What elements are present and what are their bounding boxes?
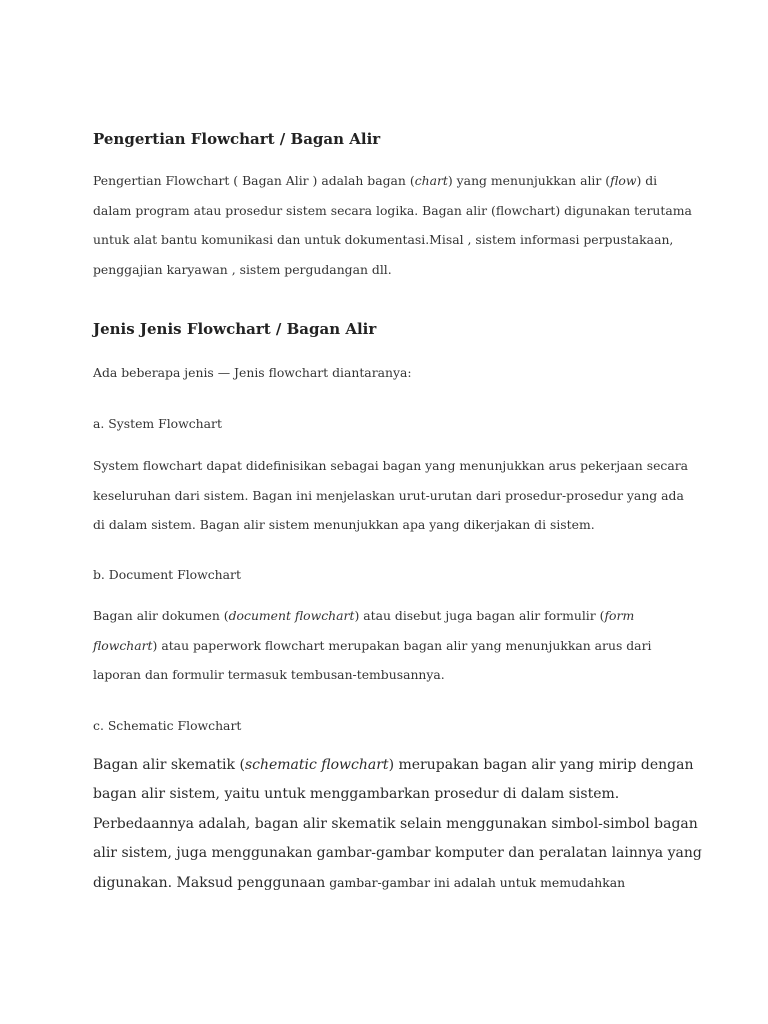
text-run: ) di — [636, 173, 658, 188]
paragraph-line: dalam program atau prosedur sistem secara logika. Bagan alir (flowchart) digunakan terutama — [93, 202, 692, 218]
text-run: ) yang menunjukkan alir ( — [447, 173, 611, 188]
paragraph-line: System flowchart dapat didefinisikan sebagai bagan yang menunjukkan arus pekerjaan secara — [93, 458, 689, 473]
paragraph-line: alir sistem, juga menggunakan gambar-gambar komputer dan peralatan lainnya yang — [93, 844, 702, 861]
italic-term: flowchart — [93, 637, 153, 653]
subheading-text: c. Schematic Flowchart — [93, 718, 242, 733]
paragraph-line: laporan dan formulir termasuk tembusan-tembusannya. — [93, 667, 445, 682]
subheading-document-flowchart — [93, 560, 678, 590]
subheading-system-flowchart — [93, 409, 678, 439]
subheading-text: a. System Flowchart — [93, 416, 222, 431]
paragraph-system-flowchart — [93, 451, 689, 540]
paragraph-pengertian — [93, 166, 692, 284]
paragraph-line: keseluruhan dari sistem. Bagan ini menjelaskan urut-urutan dari prosedur-prosedur yang ada — [93, 487, 684, 503]
text-run: ) atau disebut juga bagan alir formulir ( — [354, 608, 605, 623]
text-run: Bagan alir skematik ( — [93, 757, 245, 773]
paragraph-line — [93, 601, 678, 631]
text-run: ) atau paperwork flowchart merupakan bagan alir yang menunjukkan arus dari — [152, 637, 652, 653]
italic-term: chart — [414, 173, 448, 188]
text-run: Bagan alir dokumen ( — [93, 608, 229, 623]
section-title-jenis: Jenis Jenis Flowchart / Bagan Alir — [93, 320, 377, 338]
italic-term: flow — [610, 173, 637, 188]
paragraph-line: untuk alat bantu komunikasi dan untuk dokumentasi.Misal , sistem informasi perpustakaan, — [93, 232, 674, 247]
paragraph-line: Ada beberapa jenis — Jenis flowchart diantaranya: — [93, 365, 412, 380]
paragraph-line — [93, 631, 678, 661]
paragraph-line: di dalam sistem. Bagan alir sistem menunjukkan apa yang dikerjakan di sistem. — [93, 517, 595, 532]
subheading-text: b. Document Flowchart — [93, 567, 241, 582]
text-run: gambar-gambar ini adalah untuk memudahkan — [325, 875, 626, 891]
paragraph-line — [93, 751, 702, 780]
text-run: Pengertian Flowchart ( Bagan Alir ) adalah bagan ( — [93, 173, 415, 188]
paragraph-line: bagan alir sistem, yaitu untuk menggambarkan prosedur di dalam sistem. — [93, 786, 620, 803]
paragraph-intro — [93, 358, 678, 388]
paragraph-line — [93, 166, 678, 196]
subheading-schematic-flowchart — [93, 711, 678, 741]
paragraph-schematic-flowchart — [93, 751, 702, 898]
italic-term: schematic flowchart — [244, 757, 389, 773]
italic-term: form — [604, 608, 635, 623]
italic-term: document flowchart — [228, 608, 355, 623]
paragraph-line — [93, 868, 702, 898]
paragraph-document-flowchart — [93, 601, 678, 690]
text-run: digunakan. Maksud penggunaan — [93, 875, 326, 892]
paragraph-line: penggajian karyawan , sistem pergudangan dll. — [93, 261, 392, 277]
section-title-pengertian: Pengertian Flowchart / Bagan Alir — [93, 130, 381, 148]
paragraph-line: Perbedaannya adalah, bagan alir skematik selain menggunakan simbol-simbol bagan — [93, 815, 698, 832]
text-run: ) merupakan bagan alir yang mirip dengan — [388, 757, 694, 773]
